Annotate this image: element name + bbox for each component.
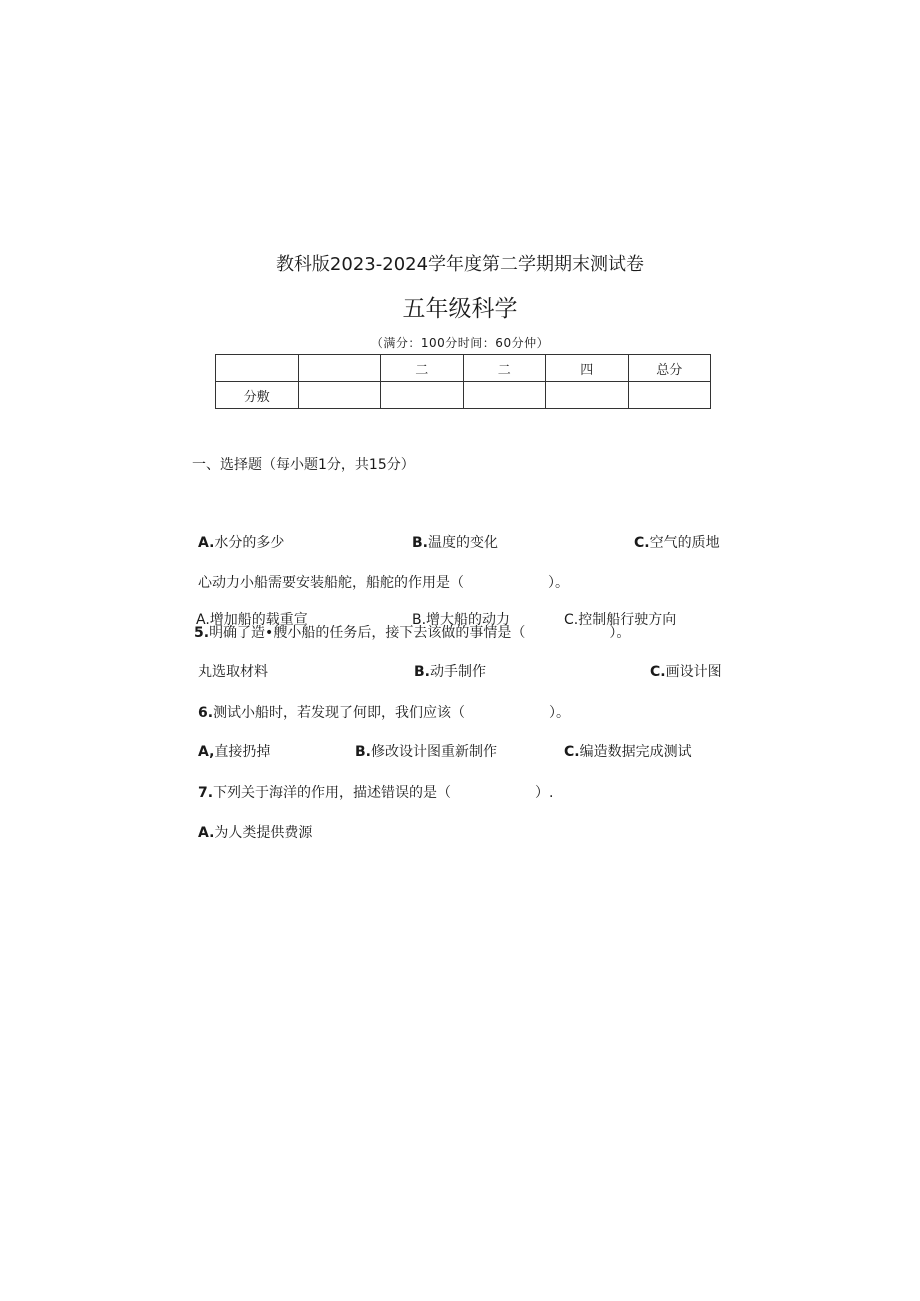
question-text: 测试小船时，若发现了何即，我们应该（ ）。 [213,705,571,721]
option-b [412,532,498,552]
option-letter: C. [564,744,580,760]
option-c [564,741,692,761]
option-letter: A, [198,744,215,760]
section-1-title: 一、选择题（每小题1分，共15分） [192,457,415,473]
question-4-options-clipped [196,606,736,628]
option-c [650,661,722,681]
option-a [198,822,312,842]
option-text: 编造数据完成测试 [579,744,692,760]
option-a [198,661,268,681]
option-text: 温度的变化 [428,535,498,551]
option-text: 为人类提供费源 [214,825,313,841]
option-a [198,532,284,552]
question-number: 7. [198,785,214,801]
option-letter: C. [650,664,666,680]
score-header-cell: 四 [546,355,629,382]
score-cell [546,382,629,409]
exam-title: 教科版2023-2024学年度第二学期期末测试卷 [275,254,645,275]
option-text: 画设计图 [665,664,722,680]
score-cell [298,382,381,409]
option-letter: B. [355,744,371,760]
score-header-cell: 总分 [628,355,711,382]
option-text: 选取材料 [212,664,268,680]
score-cell [463,382,546,409]
option-letter: 丸 [198,664,212,680]
question-5 [194,622,630,642]
option-c-clipped: C.控制船行驶方向 [564,612,677,628]
option-c [634,532,720,552]
score-table-header-row [216,355,711,382]
option-text: 动手制作 [430,664,486,680]
score-header-cell: 二 [381,355,464,382]
score-header-cell [216,355,299,382]
option-letter: B. [414,664,430,680]
option-a [198,741,270,761]
exam-subtitle: 五年级科学 [402,296,518,322]
question-number: 6. [198,705,214,721]
option-letter: A. [198,825,215,841]
option-b [414,661,486,681]
option-letter: A. [198,535,215,551]
question-4: 心动力小船需要安装船舵，船舵的作用是（ ）。 [198,575,569,591]
score-header-cell: 二 [463,355,546,382]
question-6 [198,702,570,722]
option-text: 直接扔掉 [214,744,271,760]
option-letter: B. [412,535,428,551]
option-a-clipped: A.增加船的载重宣 [196,612,308,628]
question-text: 下列关于海洋的作用，描述错误的是（ ）. [213,785,554,801]
question-text: 明确了造•艘小船的任务后，接下去该做的事情是（ ）。 [209,625,631,641]
exam-note: （满分：100分时间：60分仲） [370,336,550,350]
option-text: 修改设计图重新制作 [371,744,497,760]
score-cell: 分敷 [216,382,299,409]
question-7 [198,782,554,802]
option-letter: C. [634,535,650,551]
option-b-clipped: B.增大船的动力 [412,612,511,628]
score-header-cell [298,355,381,382]
question-number: 5. [194,625,210,641]
option-b [355,741,497,761]
score-cell [381,382,464,409]
option-text: 空气的质地 [649,535,720,551]
score-table-score-row [216,382,711,409]
score-table [215,354,711,409]
option-text: 水分的多少 [214,535,285,551]
score-cell [628,382,711,409]
